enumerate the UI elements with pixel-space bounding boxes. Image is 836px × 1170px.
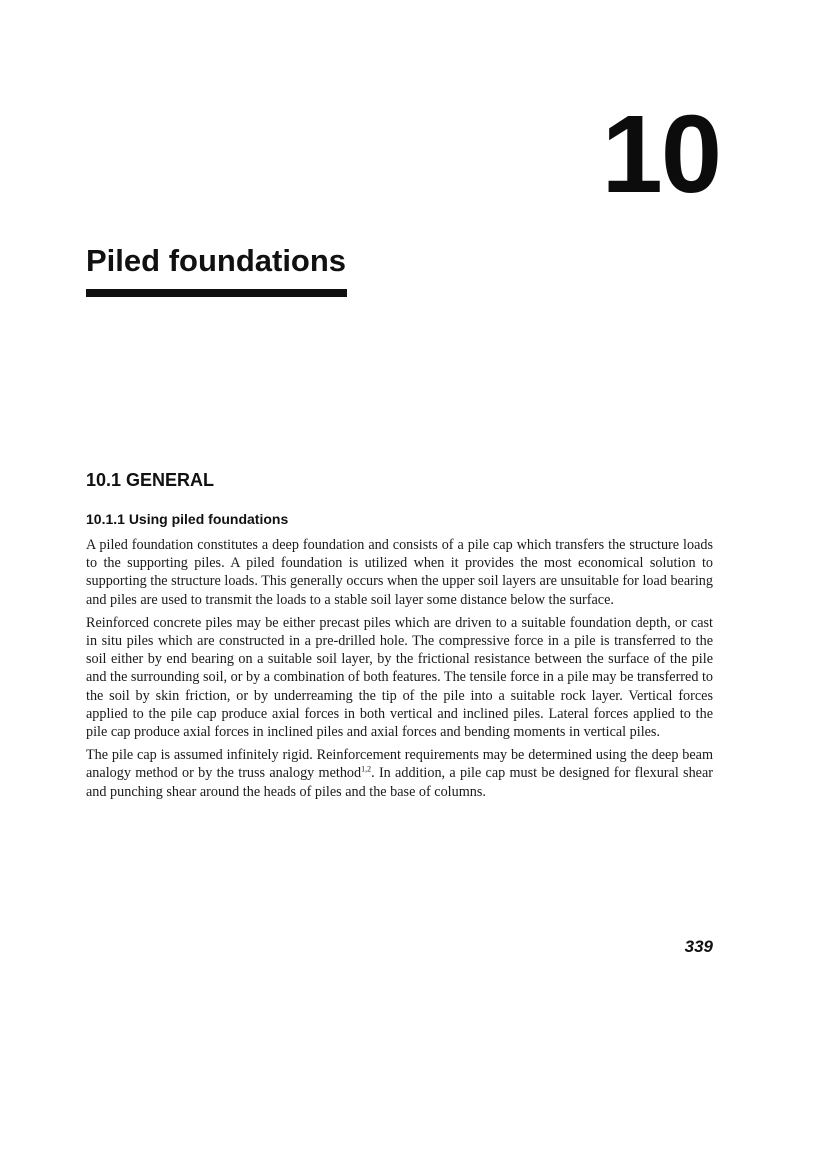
section-heading: 10.1 GENERAL xyxy=(86,470,215,490)
paragraph-text: The pile cap is assumed infinitely rigid. Reinforcement requirements may be determined using the deep beam analogy method or by the truss analogy method xyxy=(86,747,713,782)
paragraph: A piled foundation constitutes a deep foundation and consists of a pile cap which transfers the structure loads to the supporting piles. A piled foundation is utilized when it provides the most economical solution to supporting the structure loads. This generally occurs when the upper soil layers are unsuitable for load bearing and piles are used to transmit the loads to a stable soil layer some distance below the surface. xyxy=(86,537,713,608)
paragraph-text: . In addition, a pile cap must be designed for flexural shear and punching shear around the heads of piles and the base of columns. xyxy=(86,765,713,800)
subsection-heading: 10.1.1 Using piled foundations xyxy=(86,511,289,527)
title-rule xyxy=(86,289,347,297)
paragraph: Reinforced concrete piles may be either precast piles which are driven to a suitable foundation depth, or cast in situ piles which are constructed in a pre-drilled hole. The compressive force in a pile is transferred to the soil either by end bearing on a suitable soil layer, by the frictional resistance between the surface of the pile and the surrounding soil, or by a combination of both features. The tensile force in a pile may be transferred to the soil by skin friction, or by underreaming the tip of the pile into a suitable rock layer. Vertical forces applied to the pile cap produce axial forces in both vertical and inclined piles. Lateral forces applied to the pile cap produce axial forces in inclined piles and axial forces and bending moments in vertical piles. xyxy=(86,614,713,741)
body-text xyxy=(86,536,713,806)
citation-superscript: 1,2 xyxy=(361,764,372,774)
chapter-title: Piled foundations xyxy=(86,243,347,278)
page-number: 339 xyxy=(684,937,713,956)
chapter-number: 10 xyxy=(601,93,720,216)
paragraph xyxy=(86,746,713,801)
